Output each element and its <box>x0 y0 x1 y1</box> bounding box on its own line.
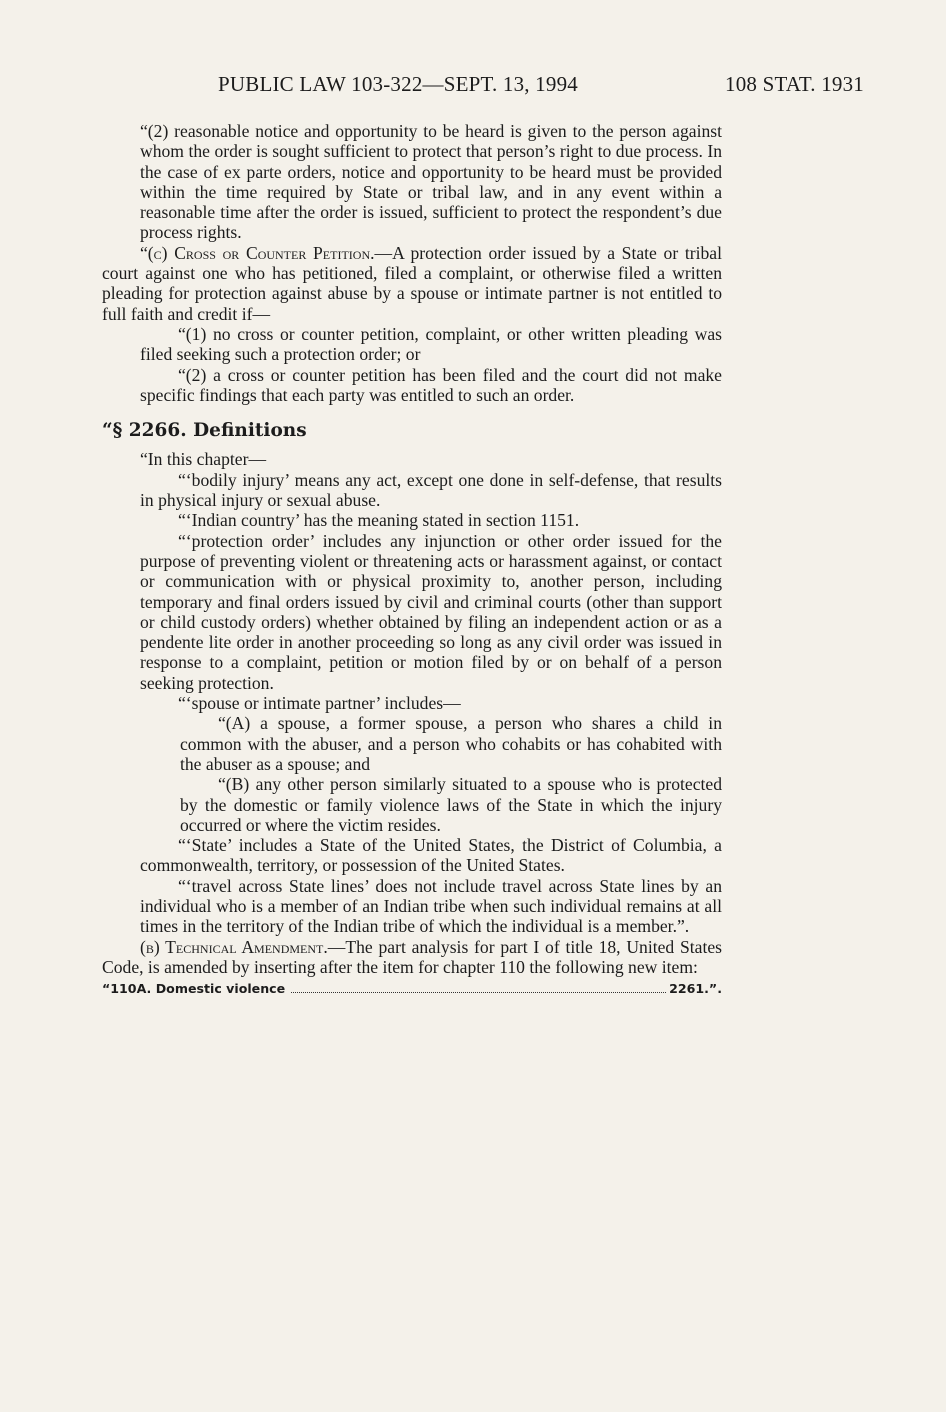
toc-item-section: 2261.”. <box>669 981 722 997</box>
definition-spouse-intro: “‘spouse or intimate partner’ includes— <box>178 693 461 714</box>
paragraph-c-text: —A protection order issued by a State or tribal court against one who has petitioned, filed a complaint, or otherwise filed a written pleading for protection against abuse by a spouse or intimate partner is not entitled to full faith and credit if— <box>102 242 722 324</box>
paragraph-a2: “(2) reasonable notice and opportunity to be heard is given to the person against whom the order is sought sufficient to protect that person’s right to due process. In the case of ex parte orders, notice and opportunity to be heard must be provided within the time required by State or tribal law, and in any event within a reasonable time after the order is issued, sufficient to protect the respondent’s due process rights. <box>140 121 722 243</box>
definition-bodily-injury: “‘bodily injury’ means any act, except one done in self-defense, that results in physical injury or sexual abuse. <box>140 469 722 511</box>
definition-indian-country: “‘Indian country’ has the meaning stated in section 1151. <box>178 510 580 531</box>
page-header <box>0 72 946 102</box>
definitions-intro: “In this chapter— <box>140 449 267 470</box>
definition-spouse-b: “(B) any other person similarly situated to a spouse who is protected by the domestic or family violence laws of the State in which the injury occurred or where the victim resides. <box>180 774 722 835</box>
paragraph-b-text: —The part analysis for part I of title 18, United States Code, is amended by inserting after the item for chapter 110 the following new item: <box>102 936 722 977</box>
paragraph-c <box>102 243 722 324</box>
statute-page-number: 108 STAT. 1931 <box>725 72 864 96</box>
section-heading: “§ 2266. Definitions <box>102 420 307 442</box>
toc-item-label: “110A. Domestic violence <box>102 981 286 997</box>
definition-travel: “‘travel across State lines’ does not include travel across State lines by an individual who is a member of an Indian tribe when such individual remains at all times in the territory of the Indian tribe of which the individual is a member.”. <box>140 875 722 937</box>
running-head-title: PUBLIC LAW 103-322—SEPT. 13, 1994 <box>218 72 578 96</box>
definition-protection-order: “‘protection order’ includes any injunction or other order issued for the purpose of preventing violent or threatening acts or harassment against, or contact or communication with or physical proximity to, another person, including temporary and final orders issued by civil and criminal courts (other than support or child custody orders) whether obtained by filing an independent action or as a pendente lite order in another proceeding so long as any civil order was issued in response to a complaint, petition or motion filed by or on behalf of a person seeking protection. <box>140 530 722 693</box>
definition-state: “‘State’ includes a State of the United States, the District of Columbia, a commonwealth, territory, or possession of the United States. <box>140 835 722 876</box>
paragraph-c-heading: “(c) Cross or Counter Petition. <box>140 242 375 263</box>
paragraph-b-heading: (b) Technical Amendment. <box>140 936 328 957</box>
definition-spouse-a: “(A) a spouse, a former spouse, a person who shares a child in common with the abuser, and a person who cohabits or has cohabited with the abuser as a spouse; and <box>180 713 722 774</box>
paragraph-b <box>102 937 722 978</box>
paragraph-c2: “(2) a cross or counter petition has been filed and the court did not make specific findings that each party was entitled to such an order. <box>140 364 722 405</box>
document-body <box>102 121 722 999</box>
toc-leader-dots <box>291 992 666 993</box>
table-of-contents-item <box>102 979 722 999</box>
paragraph-c1: “(1) no cross or counter petition, complaint, or other written pleading was filed seeking such a protection order; or <box>140 323 722 365</box>
